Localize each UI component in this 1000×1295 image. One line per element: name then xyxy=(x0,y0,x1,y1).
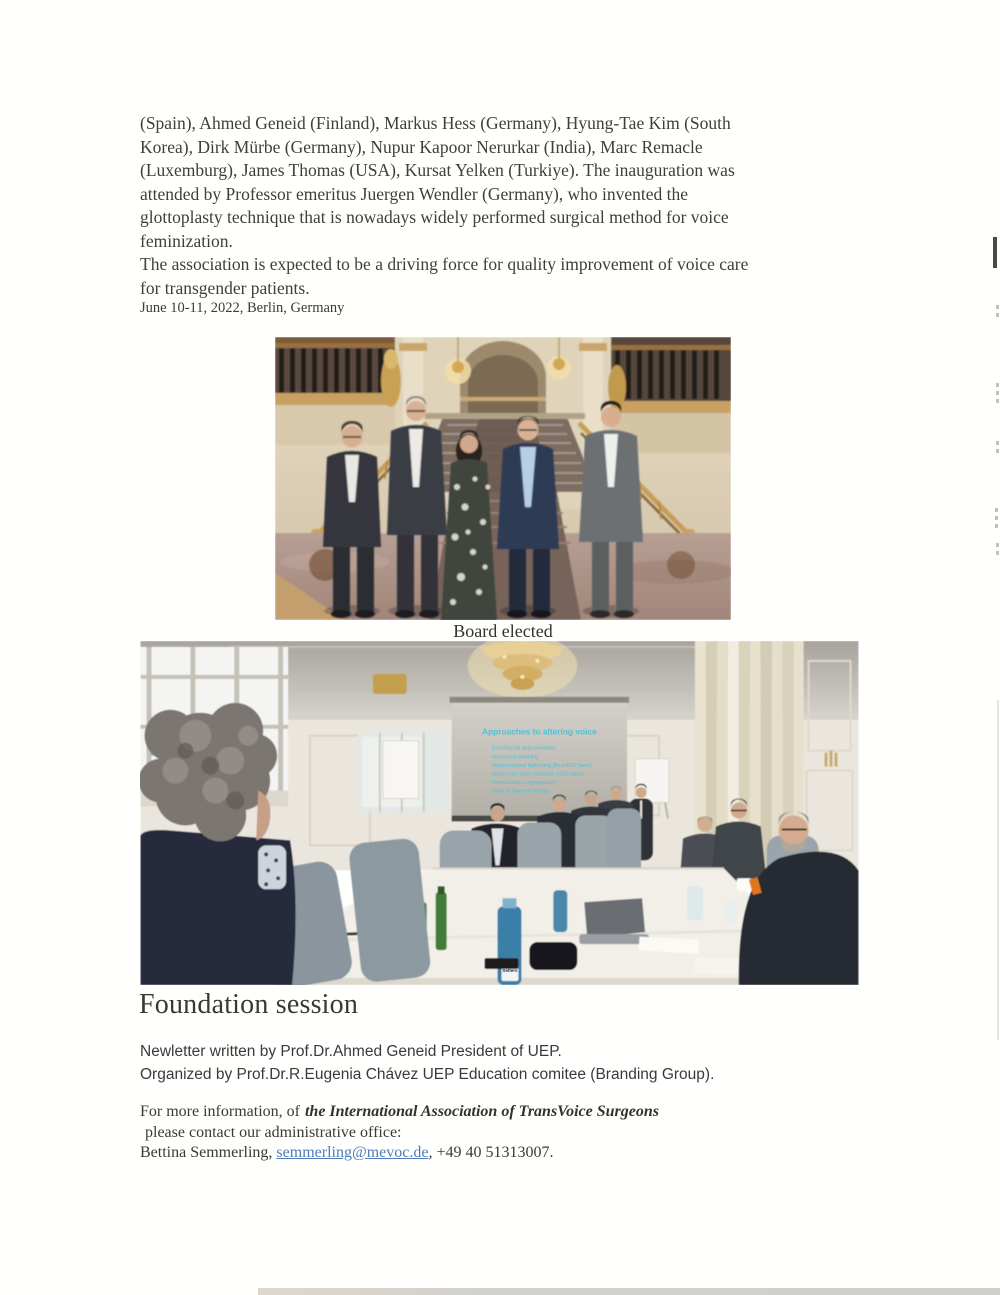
paragraph-line: Korea), Dirk Mürbe (Germany), Nupur Kapoor Nerurkar (India), Marc Remacle xyxy=(140,136,703,157)
paragraph-line: glottoplasty technique that is nowadays widely performed surgical method for voice xyxy=(140,207,729,227)
email-link[interactable]: semmerling@mevoc.de xyxy=(276,1144,429,1161)
association-name: the International Association of TransVoice Surgeons xyxy=(304,1103,659,1120)
scan-artifact-dash xyxy=(996,383,999,387)
scan-artifact-dash xyxy=(996,391,999,395)
scan-artifact-dash xyxy=(995,516,998,520)
event-date-line: June 10-11, 2022, Berlin, Germany xyxy=(140,300,345,316)
contact-block xyxy=(140,1102,880,1164)
paragraph-line: for transgender patients. xyxy=(140,277,310,298)
board-photo-image xyxy=(275,337,731,620)
paragraph-line: The association is expected to be a driving force for quality improvement of voice care xyxy=(140,254,749,274)
contact-line-person xyxy=(140,1143,880,1164)
scan-artifact-dash xyxy=(996,305,999,309)
scan-artifact-dash xyxy=(996,543,999,547)
credit-line-newsletter: Newletter written by Prof.Dr.Ahmed Geneid President of UEP. xyxy=(140,1043,562,1060)
credit-line-organizer: Organized by Prof.Dr.R.Eugenia Chávez UEP Education comitee (Branding Group). xyxy=(140,1065,715,1083)
paragraph-line: feminization. xyxy=(140,230,233,251)
slide-bullet: Vocal mucosal tightening (Blue/KTP laser) xyxy=(491,762,592,769)
scan-artifact-dash xyxy=(996,313,999,317)
scan-artifact-bar xyxy=(993,237,997,268)
slide-bullet: Vocal cord mass reduction (CO2 laser) xyxy=(491,771,584,778)
contact-line-association xyxy=(140,1102,880,1123)
scan-artifact-dash xyxy=(996,449,999,453)
contact-phone: , +49 40 51313007. xyxy=(428,1144,554,1161)
paragraph-line: attended by Professor emeritus Juergen Wendler (Germany), who invented the xyxy=(140,183,689,204)
contact-line-prefix: For more information, of xyxy=(140,1103,300,1120)
paragraph-line: (Luxemburg), James Thomas (USA), Kursat Yelken (Turkiye). The inauguration was xyxy=(140,160,735,180)
scan-page-edge xyxy=(997,700,999,1040)
scan-artifact-dash xyxy=(995,524,998,528)
meeting-photo-image xyxy=(140,641,859,985)
board-photo xyxy=(275,337,731,620)
paragraph-line: (Spain), Ahmed Geneid (Finland), Markus Hess (Germany), Hyung-Tae Kim (South xyxy=(140,113,731,133)
meeting-photo xyxy=(140,641,859,985)
slide-title: Approaches to altering voice xyxy=(482,726,597,737)
water-bottle-label: Selters xyxy=(502,968,518,974)
slide-bullet: Feminization Laryngoplasty xyxy=(491,779,557,786)
section-heading: Foundation session xyxy=(139,989,359,1020)
scan-artifact-dash xyxy=(996,399,999,403)
credits-block xyxy=(140,1041,880,1086)
intro-paragraph xyxy=(140,112,890,300)
contact-person-name: Bettina Semmerling, xyxy=(140,1144,277,1161)
slide-bullet: Voice or Speech therapy xyxy=(491,788,551,795)
scan-artifact-dash xyxy=(996,441,999,445)
slide-bullet: Cricothyroid approximation xyxy=(491,745,556,752)
scan-artifact-dash xyxy=(996,551,999,555)
scan-bottom-edge xyxy=(258,1288,1000,1295)
contact-line-office: please contact our administrative office: xyxy=(145,1123,402,1141)
scan-artifact-dash xyxy=(995,508,998,512)
slide-bullet: Vocal cord webbing xyxy=(491,754,539,761)
photo-caption: Board elected xyxy=(453,621,553,641)
